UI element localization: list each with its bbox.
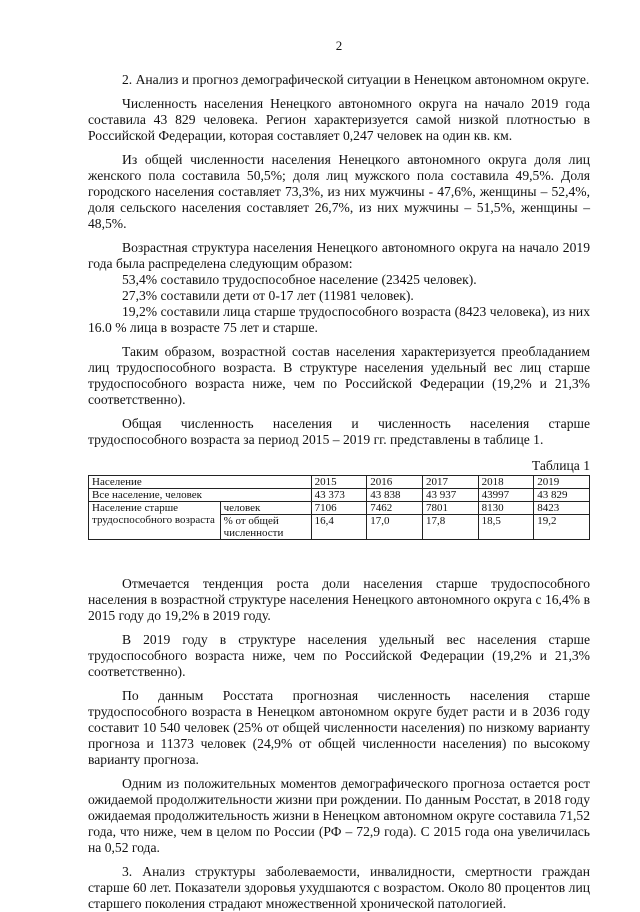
table-sub-label: человек	[220, 502, 311, 515]
table-row-label: Все население, человек	[89, 489, 312, 502]
table-cell: 43 937	[422, 489, 478, 502]
paragraph-table-intro: Общая численность населения и численность населения старше трудоспособного возраста за период 2015 – 2019 гг. представлены в таблице 1.	[88, 416, 590, 447]
paragraph-forecast: По данным Росстата прогнозная численность населения старше трудоспособного возраста в Ненецком автономном округе будет расти и в 2036 году составит 10 540 человек (25% от общей численности населения) по низкому варианту прогноза и 11373 человек (24,9% от общей численности населения) по высокому варианту прогноза.	[88, 688, 590, 767]
paragraph-age-structure: Возрастная структура населения Ненецкого автономного округа на начало 2019 года была распределена следующим образом:	[88, 240, 590, 271]
table-cell: 16,4	[311, 515, 367, 540]
table-cell: 19,2	[534, 515, 590, 540]
table-year: 2015	[311, 476, 367, 489]
table-cell: 8423	[534, 502, 590, 515]
table-caption: Таблица 1	[531, 458, 590, 473]
paragraph-population: Численность населения Ненецкого автономного округа на начало 2019 года составила 43 829 человека. Регион характеризуется самой низкой плотностью в Российской Федерации, которая составляет 0,247 человек на один кв. км.	[88, 96, 590, 143]
table-year: 2018	[478, 476, 534, 489]
page-number: 2	[335, 38, 343, 53]
table-cell: 17,8	[422, 515, 478, 540]
table-cell: 43997	[478, 489, 534, 502]
table-cell: 43 373	[311, 489, 367, 502]
population-table	[88, 475, 590, 540]
table-cell: 7462	[367, 502, 423, 515]
paragraph-life-expectancy: Одним из положительных моментов демографического прогноза остается рост ожидаемой продолжительности жизни при рождении. По данным Росстат, в 2018 году ожидаемая продолжительность жизни в Ненецком автономном округе составила 71,52 года, что ниже, чем в целом по России (РФ – 72,9 года). С 2015 года она увеличилась на 0,52 года.	[88, 776, 590, 855]
table-header-label: Население	[89, 476, 312, 489]
section-heading-3: 3. Анализ структуры заболеваемости, инвалидности, смертности граждан старше 60 лет. Показатели здоровья ухудшаются с возрастом. Около 80 процентов лиц старшего поколения страдают множественной хронической патологией.	[88, 864, 590, 911]
table-year: 2017	[422, 476, 478, 489]
paragraph-elderly: 19,2% составили лица старше трудоспособного возраста (8423 человека), из них 16.0 % лица в возрасте 75 лет и старше.	[88, 304, 590, 335]
table-cell: 8130	[478, 502, 534, 515]
paragraph-trend: Отмечается тенденция роста доли населения старше трудоспособного населения в возрастной структуре населения Ненецкого автономного округа с 16,4% в 2015 году до 19,2% в 2019 году.	[88, 576, 590, 623]
section-heading-2: 2. Анализ и прогноз демографической ситуации в Ненецком автономном округе.	[122, 72, 590, 87]
table-row	[89, 502, 590, 515]
table-cell: 7801	[422, 502, 478, 515]
paragraph-children: 27,3% составили дети от 0-17 лет (11981 человек).	[122, 288, 414, 303]
table-header-row	[89, 476, 590, 489]
table-cell: 7106	[311, 502, 367, 515]
table-row	[89, 489, 590, 502]
table-cell: 17,0	[367, 515, 423, 540]
table-year: 2019	[534, 476, 590, 489]
table-cell: 18,5	[478, 515, 534, 540]
paragraph-gender: Из общей численности населения Ненецкого автономного округа доля лиц женского пола составила 50,5%; доля лиц мужского пола составила 49,5%. Доля городского населения составляет 73,3%, из них мужчины - 47,6%, женщины – 52,4%, доля сельского населения составляет 26,7%, из них мужчины – 51,5%, женщины – 48,5%.	[88, 152, 590, 231]
paragraph-2019-share: В 2019 году в структуре населения удельный вес населения старше трудоспособного возраста ниже, чем по Российской Федерации (19,2% и 21,3% соответственно).	[88, 632, 590, 679]
table-cell: 43 829	[534, 489, 590, 502]
table-cell: 43 838	[367, 489, 423, 502]
paragraph-working-age: 53,4% составило трудоспособное население (23425 человек).	[122, 272, 477, 287]
paragraph-conclusion: Таким образом, возрастной состав населения характеризуется преобладанием лиц трудоспособного возраста. В структуре населения удельный вес лиц старше трудоспособного возраста ниже, чем по Российской Федерации (19,2% и 21,3% соответственно).	[88, 344, 590, 407]
table-group-label: Население старше трудоспособного возраста	[89, 502, 221, 540]
table-sub-label: % от общей численности	[220, 515, 311, 540]
table-year: 2016	[367, 476, 423, 489]
